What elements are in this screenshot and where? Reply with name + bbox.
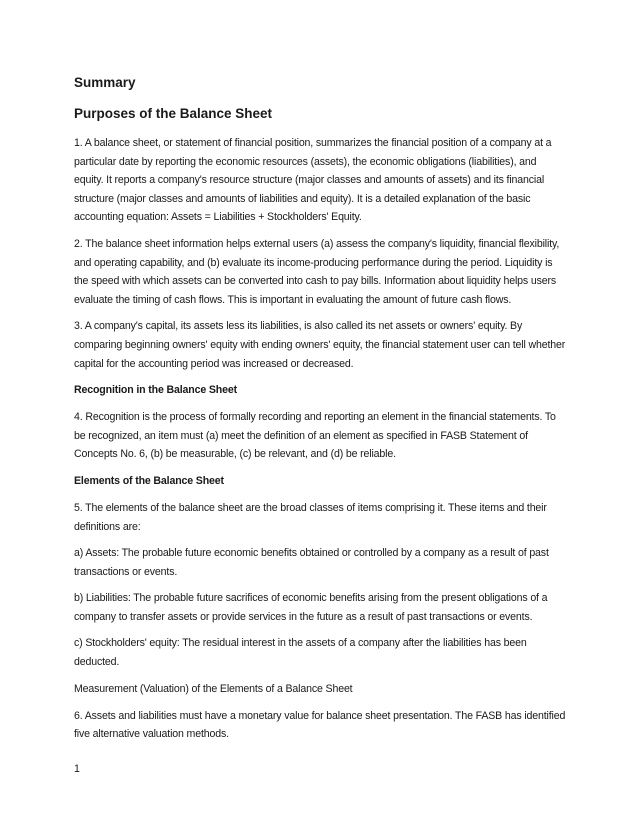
paragraph-5: 5. The elements of the balance sheet are the broad classes of items comprising it. These items and their definitions are:: [74, 501, 547, 533]
subheading-recognition: Recognition in the Balance Sheet: [74, 384, 237, 397]
paragraph-6: 6. Assets and liabilities must have a monetary value for balance sheet presentation. The FASB has identified five alternative valuation methods.: [74, 709, 566, 741]
paragraph-4: 4. Recognition is the process of formally recording and reporting an element in the financial statements. To be recognized, an item must (a) meet the definition of an element as specified in FASB Statement of Concepts No. 6, (b) be measurable, (c) be relevant, and (d) be reliable.: [74, 411, 556, 461]
page-number: 1: [74, 763, 80, 775]
paragraph-equity: c) Stockholders' equity: The residual interest in the assets of a company after the liabilities has been deducted.: [74, 637, 527, 669]
section-heading: Purposes of the Balance Sheet: [74, 106, 273, 121]
paragraph-2: 2. The balance sheet information helps external users (a) assess the company's liquidity, financial flexibility, and operating capability, and (b) evaluate its income-producing performance during the period. Liquidity is the speed with which assets can be converted into cash to pay bills. Information about liquidity helps users evaluate the timing of cash flows. This is important in evaluating the amount of future cash flows.: [74, 237, 560, 306]
document-page: [74, 74, 566, 752]
subheading-elements: Elements of the Balance Sheet: [74, 474, 224, 487]
paragraph-3: 3. A company's capital, its assets less its liabilities, is also called its net assets or owners' equity. By comparing beginning owners' equity with ending owners' equity, the financial statement user can tell whether capital for the accounting period was increased or decreased.: [74, 320, 566, 370]
paragraph-1: 1. A balance sheet, or statement of financial position, summarizes the financial position of a company at a particular date by reporting the economic resources (assets), the economic obligations (liabilities), and equity. It reports a company's resource structure (major classes and amounts of assets) and its financial structure (major classes and amounts of liabilities and equity). It is a detailed explanation of the basic accounting equation: Assets = Liabilities + Stockholders' Equity.: [74, 137, 552, 224]
subheading-measurement: Measurement (Valuation) of the Elements of a Balance Sheet: [74, 682, 353, 695]
document-title: Summary: [74, 75, 136, 90]
paragraph-liabilities: b) Liabilities: The probable future sacrifices of economic benefits arising from the present obligations of a company to transfer assets or provide services in the future as a result of past transactions or events.: [74, 592, 548, 623]
paragraph-assets: a) Assets: The probable future economic benefits obtained or controlled by a company as a result of past transactions or events.: [74, 547, 549, 578]
